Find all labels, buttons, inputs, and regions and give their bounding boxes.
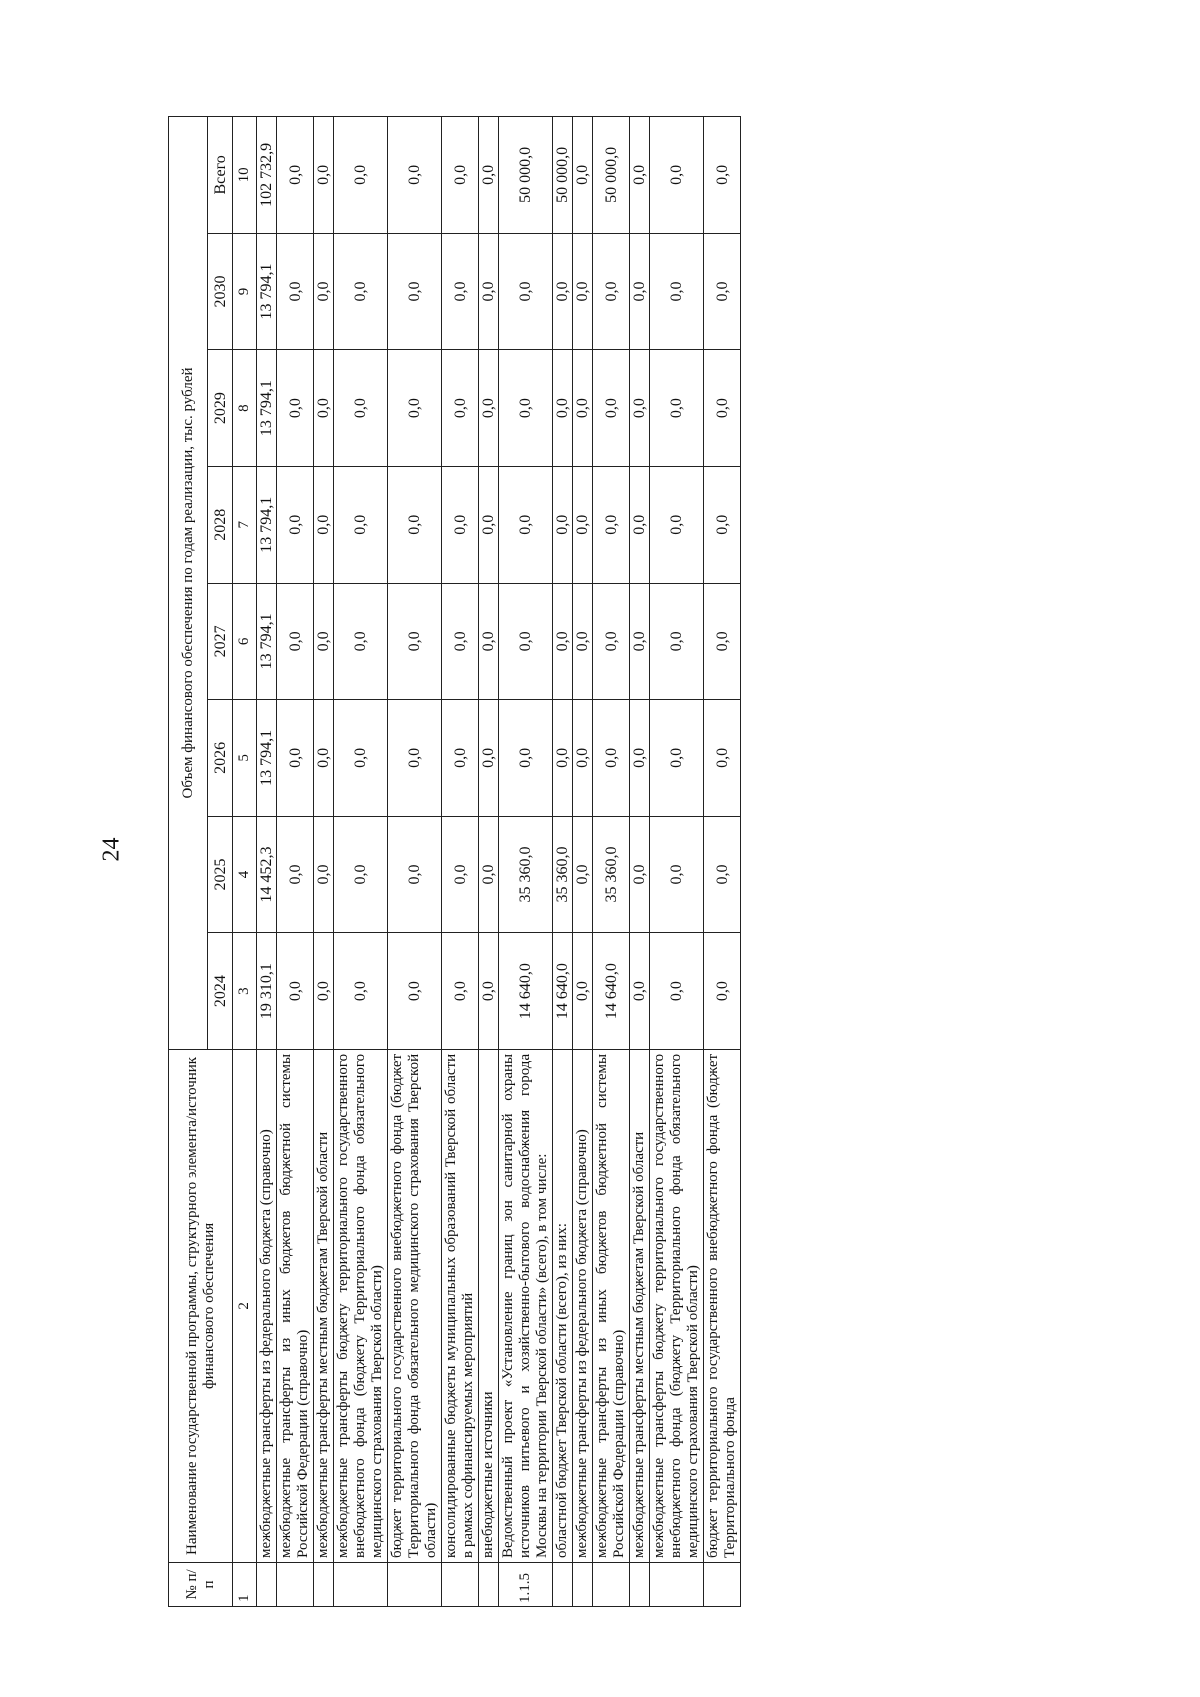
row-value: 0,0 <box>573 466 593 583</box>
row-value: 0,0 <box>479 466 499 583</box>
row-value: 0,0 <box>593 233 630 350</box>
table-row <box>314 117 334 1607</box>
row-value: 0,0 <box>573 700 593 817</box>
row-number <box>314 1562 334 1606</box>
row-total: 0,0 <box>334 117 388 234</box>
row-value: 0,0 <box>593 583 630 700</box>
row-value: 0,0 <box>704 350 741 467</box>
row-value: 0,0 <box>630 233 650 350</box>
row-number <box>553 1562 573 1606</box>
row-value: 0,0 <box>277 700 314 817</box>
row-total: 0,0 <box>630 117 650 234</box>
row-value: 0,0 <box>630 350 650 467</box>
col-number: 1 <box>233 1562 257 1606</box>
row-name: межбюджетные трансферты местным бюджетам Тверской области <box>630 1049 650 1562</box>
row-value: 0,0 <box>442 350 479 467</box>
row-value: 0,0 <box>553 583 573 700</box>
row-value: 0,0 <box>334 350 388 467</box>
row-name: межбюджетные трансферты из федерального бюджета (справочно) <box>573 1049 593 1562</box>
header-name: Наименование государственной программы, структурного элемента/источник финансового обеспечения <box>169 1049 233 1562</box>
row-value: 0,0 <box>479 350 499 467</box>
row-value: 0,0 <box>388 816 442 933</box>
row-value: 0,0 <box>334 933 388 1050</box>
row-value: 0,0 <box>630 700 650 817</box>
row-name: межбюджетные трансферты бюджету территориального государственного внебюджетного фонда (бюджету Территориального фонда обязательного медицинского страхования Тверской области) <box>334 1049 388 1562</box>
row-value: 0,0 <box>442 933 479 1050</box>
row-value: 0,0 <box>442 700 479 817</box>
row-value: 13 794,1 <box>257 583 277 700</box>
row-value: 0,0 <box>442 466 479 583</box>
row-value: 0,0 <box>650 583 704 700</box>
row-value: 0,0 <box>277 466 314 583</box>
row-value: 0,0 <box>553 700 573 817</box>
table-row <box>573 117 593 1607</box>
row-value: 13 794,1 <box>257 350 277 467</box>
row-total: 50 000,0 <box>593 117 630 234</box>
row-value: 0,0 <box>499 583 553 700</box>
financing-table <box>168 116 741 1607</box>
col-number: 9 <box>233 233 257 350</box>
row-value: 0,0 <box>442 583 479 700</box>
row-name: консолидированные бюджеты муниципальных образований Тверской области в рамках софинансируемых мероприятий <box>442 1049 479 1562</box>
row-value: 13 794,1 <box>257 700 277 817</box>
table-row <box>442 117 479 1607</box>
col-number: 7 <box>233 466 257 583</box>
table-row <box>334 117 388 1607</box>
row-value: 0,0 <box>704 233 741 350</box>
row-value: 0,0 <box>314 700 334 817</box>
row-value: 0,0 <box>479 233 499 350</box>
row-total: 0,0 <box>442 117 479 234</box>
table-row <box>479 117 499 1607</box>
row-value: 0,0 <box>553 466 573 583</box>
row-value: 0,0 <box>277 933 314 1050</box>
row-value: 0,0 <box>573 816 593 933</box>
row-value: 0,0 <box>388 583 442 700</box>
row-value: 0,0 <box>573 233 593 350</box>
table-row <box>650 117 704 1607</box>
row-value: 0,0 <box>499 233 553 350</box>
row-value: 0,0 <box>650 233 704 350</box>
row-value: 0,0 <box>704 700 741 817</box>
row-name: внебюджетные источники <box>479 1049 499 1562</box>
rotated-table-wrapper <box>168 116 1099 1607</box>
row-name: бюджет территориального государственного внебюджетного фонда (бюджет Территориального фонда обязательного медицинского страхования Тверской области) <box>388 1049 442 1562</box>
row-value: 0,0 <box>593 350 630 467</box>
row-value: 0,0 <box>277 816 314 933</box>
header-total: Всего <box>208 117 233 234</box>
row-value: 0,0 <box>630 583 650 700</box>
row-value: 0,0 <box>479 700 499 817</box>
row-total: 0,0 <box>479 117 499 234</box>
row-value: 35 360,0 <box>553 816 573 933</box>
row-value: 0,0 <box>334 466 388 583</box>
row-number <box>650 1562 704 1606</box>
header-year: 2030 <box>208 233 233 350</box>
row-value: 0,0 <box>314 350 334 467</box>
row-value: 0,0 <box>499 700 553 817</box>
row-total: 0,0 <box>704 117 741 234</box>
header-volume-group: Объем финансового обеспечения по годам реализации, тыс. рублей <box>169 117 208 1050</box>
row-value: 0,0 <box>388 933 442 1050</box>
row-value: 0,0 <box>277 233 314 350</box>
table-body <box>257 117 741 1607</box>
row-value: 0,0 <box>553 233 573 350</box>
table-row <box>277 117 314 1607</box>
row-total: 0,0 <box>277 117 314 234</box>
col-number: 6 <box>233 583 257 700</box>
col-number: 5 <box>233 700 257 817</box>
row-name: межбюджетные трансферты из иных бюджетов бюджетной системы Российской Федерации (справочно) <box>593 1049 630 1562</box>
row-value: 0,0 <box>388 350 442 467</box>
row-total: 0,0 <box>388 117 442 234</box>
row-number <box>593 1562 630 1606</box>
col-number: 2 <box>233 1049 257 1562</box>
row-value: 0,0 <box>593 700 630 817</box>
row-value: 0,0 <box>277 583 314 700</box>
row-value: 0,0 <box>442 816 479 933</box>
table-row <box>499 117 553 1607</box>
table-row <box>593 117 630 1607</box>
row-total: 0,0 <box>573 117 593 234</box>
row-value: 0,0 <box>277 350 314 467</box>
row-value: 14 640,0 <box>499 933 553 1050</box>
header-year: 2029 <box>208 350 233 467</box>
row-value: 0,0 <box>388 466 442 583</box>
row-value: 0,0 <box>499 466 553 583</box>
row-name: областной бюджет Тверской области (всего), из них: <box>553 1049 573 1562</box>
row-value: 0,0 <box>479 933 499 1050</box>
table-row <box>388 117 442 1607</box>
col-number: 8 <box>233 350 257 467</box>
row-number <box>334 1562 388 1606</box>
row-value: 0,0 <box>314 933 334 1050</box>
row-number <box>479 1562 499 1606</box>
row-number <box>277 1562 314 1606</box>
table-row <box>704 117 741 1607</box>
row-number: 1.1.5 <box>499 1562 553 1606</box>
row-value: 0,0 <box>334 700 388 817</box>
row-value: 0,0 <box>573 350 593 467</box>
page-number: 24 <box>98 837 125 862</box>
row-value: 0,0 <box>314 583 334 700</box>
row-value: 0,0 <box>650 350 704 467</box>
col-number: 3 <box>233 933 257 1050</box>
row-total: 0,0 <box>650 117 704 234</box>
row-value: 14 640,0 <box>553 933 573 1050</box>
col-number: 4 <box>233 816 257 933</box>
row-value: 0,0 <box>314 816 334 933</box>
row-value: 14 640,0 <box>593 933 630 1050</box>
row-value: 0,0 <box>704 933 741 1050</box>
table-row <box>257 117 277 1607</box>
row-value: 0,0 <box>630 816 650 933</box>
row-value: 0,0 <box>479 816 499 933</box>
row-value: 13 794,1 <box>257 233 277 350</box>
header-year: 2025 <box>208 816 233 933</box>
row-name: межбюджетные трансферты местным бюджетам Тверской области <box>314 1049 334 1562</box>
row-value: 0,0 <box>704 466 741 583</box>
row-name: Ведомственный проект «Установление границ зон санитарной охраны источников питьевого и хозяйственно-бытового водоснабжения города Москвы на территории Тверской области» (всего), в том числе: <box>499 1049 553 1562</box>
row-number <box>704 1562 741 1606</box>
row-name: бюджет территориального государственного внебюджетного фонда (бюджет Территориального фонда <box>704 1049 741 1562</box>
header-year: 2028 <box>208 466 233 583</box>
row-value: 0,0 <box>314 466 334 583</box>
row-name: межбюджетные трансферты из федерального бюджета (справочно) <box>257 1049 277 1562</box>
row-value: 0,0 <box>573 933 593 1050</box>
row-value: 0,0 <box>650 816 704 933</box>
row-value: 0,0 <box>593 466 630 583</box>
row-value: 0,0 <box>573 583 593 700</box>
header-year: 2024 <box>208 933 233 1050</box>
row-value: 0,0 <box>553 350 573 467</box>
row-value: 0,0 <box>334 583 388 700</box>
row-value: 19 310,1 <box>257 933 277 1050</box>
row-value: 0,0 <box>704 583 741 700</box>
row-number <box>442 1562 479 1606</box>
row-number <box>257 1562 277 1606</box>
row-value: 13 794,1 <box>257 466 277 583</box>
row-total: 50 000,0 <box>499 117 553 234</box>
row-number <box>573 1562 593 1606</box>
header-year: 2026 <box>208 700 233 817</box>
header-year: 2027 <box>208 583 233 700</box>
row-value: 0,0 <box>704 816 741 933</box>
header-num: № п/п <box>169 1562 233 1606</box>
row-value: 0,0 <box>650 700 704 817</box>
row-value: 0,0 <box>630 933 650 1050</box>
row-value: 0,0 <box>442 233 479 350</box>
row-number <box>630 1562 650 1606</box>
row-value: 35 360,0 <box>499 816 553 933</box>
row-total: 102 732,9 <box>257 117 277 234</box>
row-name: межбюджетные трансферты бюджету территориального государственного внебюджетного фонда (бюджету Территориального фонда обязательного медицинского страхования Тверской области) <box>650 1049 704 1562</box>
row-value: 35 360,0 <box>593 816 630 933</box>
row-value: 0,0 <box>388 700 442 817</box>
table-row <box>553 117 573 1607</box>
row-value: 0,0 <box>499 350 553 467</box>
row-name: межбюджетные трансферты из иных бюджетов бюджетной системы Российской Федерации (справочно) <box>277 1049 314 1562</box>
row-value: 0,0 <box>334 233 388 350</box>
row-value: 0,0 <box>630 466 650 583</box>
row-number <box>388 1562 442 1606</box>
row-value: 0,0 <box>388 233 442 350</box>
row-value: 0,0 <box>650 933 704 1050</box>
row-value: 0,0 <box>314 233 334 350</box>
row-value: 0,0 <box>650 466 704 583</box>
row-value: 0,0 <box>334 816 388 933</box>
col-number: 10 <box>233 117 257 234</box>
row-total: 0,0 <box>314 117 334 234</box>
table-header <box>169 117 257 1607</box>
row-value: 14 452,3 <box>257 816 277 933</box>
row-total: 50 000,0 <box>553 117 573 234</box>
table-row <box>630 117 650 1607</box>
row-value: 0,0 <box>479 583 499 700</box>
